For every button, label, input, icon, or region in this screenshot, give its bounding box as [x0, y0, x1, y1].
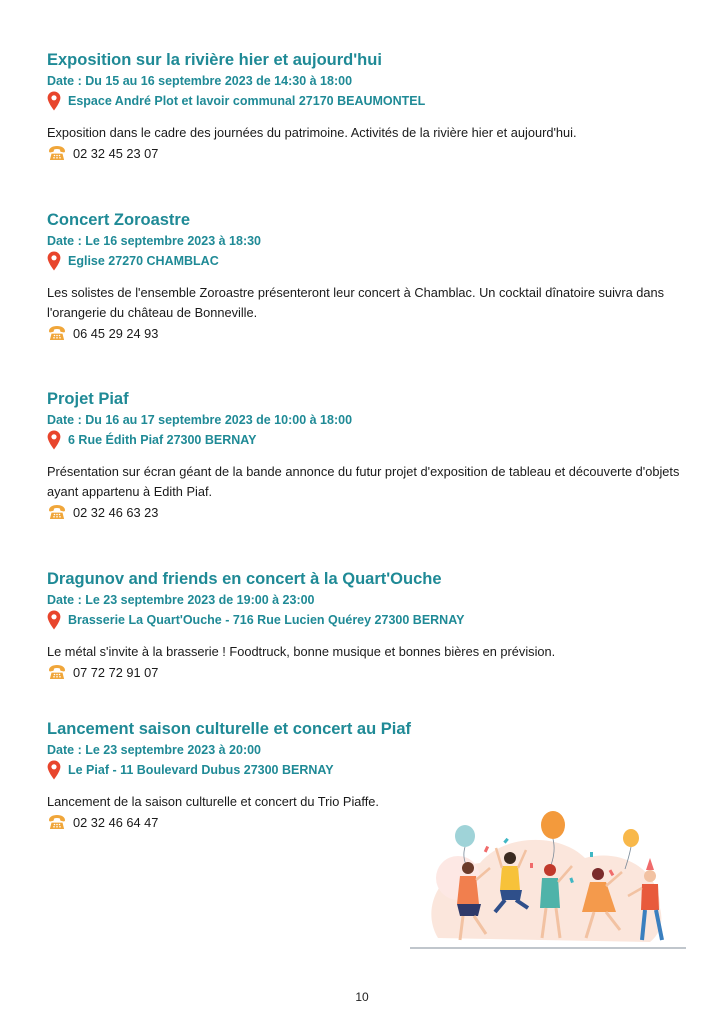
map-pin-icon — [47, 430, 61, 450]
event-phone-number: 02 32 46 64 47 — [73, 814, 159, 830]
event-date: Date : Le 23 septembre 2023 de 19:00 à 23:00 — [47, 593, 315, 607]
event-description: Lancement de la saison culturelle et concert du Trio Piaffe. — [47, 794, 379, 809]
event-4 — [47, 569, 687, 682]
telephone-icon — [47, 814, 67, 830]
event-description: Le métal s'invite à la brasserie ! Foodtruck, bonne musique et bonnes bières en prévision. — [47, 644, 556, 659]
event-description: Présentation sur écran géant de la bande annonce du futur projet d'exposition de tableau et découverte d'objets ayant appartenu à Edith Piaf. — [47, 464, 680, 499]
event-description: Exposition dans le cadre des journées du patrimoine. Activités de la rivière hier et aujourd'hui. — [47, 125, 577, 140]
event-phone-number: 07 72 72 91 07 — [73, 664, 159, 680]
event-location — [47, 610, 687, 630]
event-location — [47, 251, 687, 271]
event-location-text: Le Piaf - 11 Boulevard Dubus 27300 BERNAY — [68, 763, 334, 777]
telephone-icon — [47, 664, 67, 680]
map-pin-icon — [47, 251, 61, 271]
event-phone-number: 02 32 45 23 07 — [73, 145, 159, 161]
event-title: Projet Piaf — [47, 390, 129, 408]
event-title: Concert Zoroastre — [47, 211, 191, 229]
event-date: Date : Du 15 au 16 septembre 2023 de 14:30 à 18:00 — [47, 74, 353, 88]
party-illustration — [410, 808, 686, 950]
event-location — [47, 91, 687, 111]
event-location-text: 6 Rue Édith Piaf 27300 BERNAY — [68, 433, 257, 447]
event-date: Date : Le 23 septembre 2023 à 20:00 — [47, 743, 262, 757]
event-phone — [47, 502, 687, 522]
event-phone — [47, 323, 687, 343]
telephone-icon — [47, 504, 67, 520]
telephone-icon — [47, 145, 67, 161]
event-location-text: Espace André Plot et lavoir communal 27170 BEAUMONTEL — [68, 94, 426, 108]
event-description: Les solistes de l'ensemble Zoroastre présenteront leur concert à Chamblac. Un cocktail dînatoire suivra dans l'orangerie du château de Bonneville. — [47, 285, 664, 320]
telephone-icon — [47, 325, 67, 341]
event-1 — [47, 50, 687, 163]
map-pin-icon — [47, 610, 61, 630]
map-pin-icon — [47, 91, 61, 111]
page-number: 10 — [355, 990, 369, 1004]
event-date: Date : Le 16 septembre 2023 à 18:30 — [47, 234, 262, 248]
event-location — [47, 760, 687, 780]
event-location-text: Brasserie La Quart'Ouche - 716 Rue Lucien Quérey 27300 BERNAY — [68, 613, 465, 627]
event-date: Date : Du 16 au 17 septembre 2023 de 10:00 à 18:00 — [47, 413, 353, 427]
event-2 — [47, 210, 687, 343]
map-pin-icon — [47, 760, 61, 780]
event-3 — [47, 389, 687, 522]
event-phone — [47, 143, 687, 163]
event-title: Dragunov and friends en concert à la Quart'Ouche — [47, 570, 442, 588]
event-title: Lancement saison culturelle et concert au Piaf — [47, 720, 412, 738]
event-phone-number: 06 45 29 24 93 — [73, 325, 159, 341]
event-location — [47, 430, 687, 450]
event-phone — [47, 662, 687, 682]
event-phone-number: 02 32 46 63 23 — [73, 504, 159, 520]
event-title: Exposition sur la rivière hier et aujourd'hui — [47, 51, 382, 69]
event-location-text: Eglise 27270 CHAMBLAC — [68, 254, 219, 268]
